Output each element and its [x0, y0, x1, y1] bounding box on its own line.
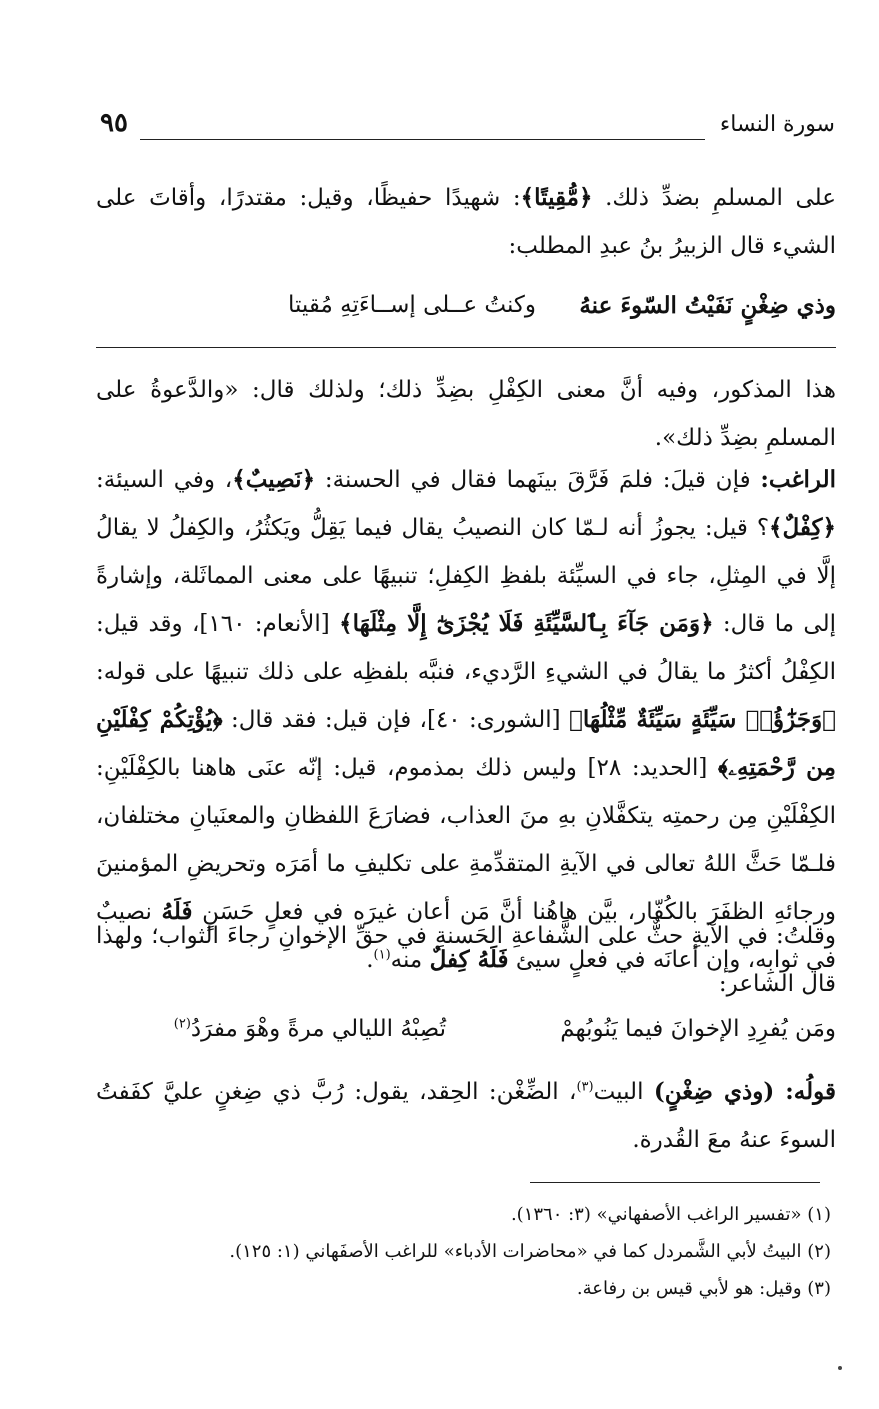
verse2-second-hemistich-wrap	[174, 1016, 446, 1042]
quran-nasib: ﴿نَصِيبٌ﴾	[232, 466, 316, 493]
paragraph-3	[96, 456, 836, 984]
para3-text-9: .	[366, 947, 374, 973]
footnote-rule	[530, 1182, 820, 1183]
para3-text-4: [الأنعام: ١٦٠]، وقد قيل: الكِفْلُ أكثرُ ما يقالُ في الشيءِ الرَّديء، فنبَّه بلفظِه على ذلك تنبيهًا على قوله:	[96, 611, 836, 685]
para3-text-5: [الشورى: ٤٠]، فإن قيل: فقد قال:	[222, 707, 570, 733]
surah-title: سورة النساء	[719, 112, 835, 137]
page-header	[100, 108, 835, 152]
footnote-3: (٣) وقيل: هو لأبي قيس بن رفاعة.	[576, 1278, 831, 1299]
para3-text-6: [الحديد: ٢٨] وليس ذلك بمذموم، قيل: إنّه عنَى هاهنا بالكِفْلَيْنِ: الكِفْلَيْنِ مِن رحمتِه يتكفَّلانِ بهِ منَ العذاب، فضارَعَ اللفظانِ والمعنَيانِ مختلفان، فلـمّا حَثَّ اللهُ تعالى في الآيةِ المتقدِّمةِ على تكليفِ ما أمَرَه وتحريضِ المؤمنينَ ورجائهِ الظفَرَ بالكُفّار، بيَّن هاهُنا أنَّ مَن أعان غيرَه في فعلٍ حَسَنٍ	[96, 755, 836, 925]
para1-text-a: على المسلمِ بضدِّ ذلك.	[592, 185, 836, 211]
footnote-ref-2: (٢)	[173, 1016, 191, 1032]
para1-text-b: : شهيدًا حفيظًا، وقيل: مقتدرًا، وأقاتَ على الشيء قال الزبيرُ بنُ عبدِ المطلب:	[96, 185, 836, 259]
para3-text-1: فإن قيلَ: فلمَ فَرَّقَ بينَهما فقال في الحسنة:	[315, 467, 761, 493]
para3-text-8: منه	[390, 947, 430, 973]
footnote-2: (٢) البيتُ لأبي الشَّمردل كما في «محاضرات الأدباء» للراغب الأصفَهاني (١: ١٢٥).	[229, 1241, 831, 1262]
paragraph-4: وقلتُ: في الآيةِ حثٌّ على الشَّفاعةِ الحَسنةِ في حقِّ الإخوانِ رجاءَ الثواب؛ ولهذا قال الشاعر:	[96, 923, 836, 997]
footnote-ref-3: (٣)	[576, 1079, 594, 1095]
paragraph-2: هذا المذكور، وفيه أنَّ معنى الكِفْلِ بضِدِّ ذلك؛ ولذلك قال: «والدَّعوةُ على المسلمِ بضِدِّ ذلك».	[96, 377, 836, 451]
para5-lead: قولُه: (وذي ضِغْنٍ)	[653, 1078, 836, 1105]
footnote-1: (١) «تفسير الراغب الأصفهاني» (٣: ١٣٦٠).	[510, 1204, 831, 1225]
para3-text-2: ، وفي السيئة:	[96, 467, 233, 493]
quran-shura-40: ﴿وَجَزَٰٓؤُا۟ سَيِّئَةٍ سَيِّئَةٌ مِّثْلُهَا﴾	[569, 706, 836, 733]
para5-text-2: ، الضِّغْن: الحِقد، يقول: رُبَّ ذي ضِغنٍ عليَّ كفَفتُ السوءَ عنهُ معَ القُدرة.	[96, 1079, 836, 1153]
verse2-second-hemistich: تُصِبْهُ الليالي مرةً وهْوَ مفرَدُ	[190, 1016, 446, 1042]
paragraph-1	[96, 174, 836, 270]
quran-falahu: فَلَهُ	[161, 898, 193, 925]
header-rule	[140, 139, 705, 140]
quran-falahu-kifl: فَلَهُ كِفلٌ	[429, 946, 509, 973]
quran-kifl: ﴿كِفْلٌ﴾	[769, 514, 836, 541]
poetry-verse-2	[96, 1016, 836, 1060]
poetry-verse-1	[96, 292, 836, 336]
footnote-ref-1: (١)	[373, 947, 391, 963]
quran-hadid-28: ﴿يُؤْتِكُمْ كِفْلَيْنِ مِن رَّحْمَتِهِۦ﴾	[96, 706, 836, 781]
page-number: ٩٥	[100, 108, 128, 138]
section-separator	[96, 347, 836, 348]
paragraph-5	[96, 1068, 836, 1164]
page-mark-dot	[838, 1366, 842, 1370]
verse1-second-hemistich: وكنتُ عــلى إســاءَتِهِ مُقيتا	[287, 292, 536, 318]
para3-text-3: ؟ قيل: يجوزُ أنه لـمّا كان النصيبُ يقال فيما يَقِلُّ ويَكثُرُ، والكِفلُ لا يقالُ إلَّا في المِثلِ، جاء في السيِّئة بلفظِ الكِفلِ؛ تنبيهًا على معنى المماثَلة، وإشارةً إلى ما قال:	[96, 515, 836, 637]
para3-text-7: نصيبٌ في ثوابِه، وإن أعانَه في فعلٍ سيئ	[96, 899, 836, 973]
para5-text-1: البيت	[593, 1079, 654, 1105]
para1-quran: ﴿مُّقِيتًا﴾	[520, 184, 593, 211]
quran-anam-160: ﴿وَمَن جَآءَ بِٱلسَّيِّئَةِ فَلَا يُجْزَىٰٓ إِلَّا مِثْلَهَا﴾	[339, 610, 714, 637]
raghib-label: الراغب:	[760, 466, 836, 493]
verse2-first-hemistich: ومَن يُفرِدِ الإخوانَ فيما يَنُوبُهمْ	[560, 1016, 836, 1042]
verse1-first-hemistich: وذي ضِغْنٍ نَفَيْتُ السّوءَ عنهُ	[579, 292, 836, 319]
